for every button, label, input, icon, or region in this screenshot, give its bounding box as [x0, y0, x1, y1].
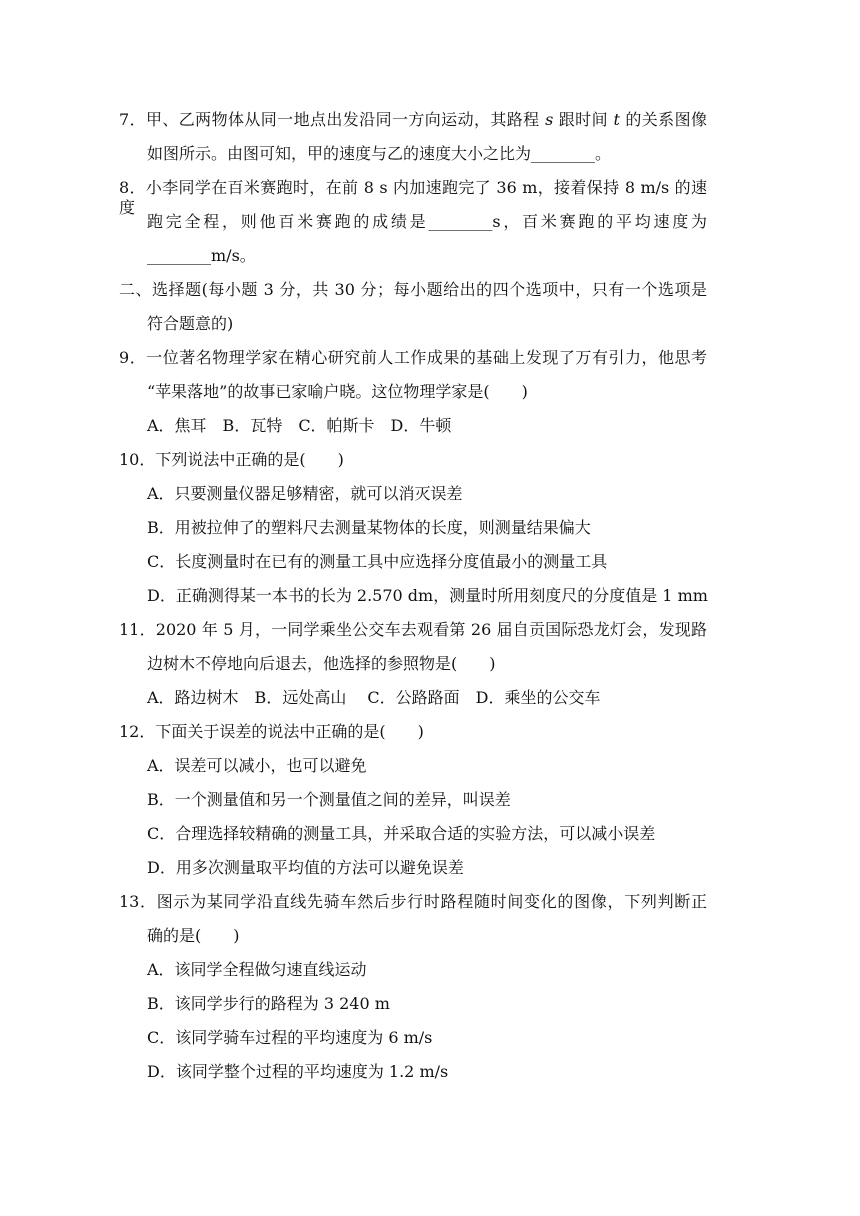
q10-option-c: C．长度测量时在已有的测量工具中应选择分度值最小的测量工具 — [147, 552, 608, 571]
q8-line-1: 8．小李同学在百米赛跑时，在前 8 s 内加速跑完了 36 m，接着保持 8 m/s 的速度 — [119, 178, 707, 217]
q8-line-3: ________m/s。 — [147, 246, 256, 265]
q12-option-d: D．用多次测量取平均值的方法可以避免误差 — [147, 858, 464, 877]
q12-option-c: C．合理选择较精确的测量工具，并采取合适的实验方法，可以减小误差 — [147, 824, 656, 843]
q13-line-1: 13．图示为某同学沿直线先骑车然后步行时路程随时间变化的图像，下列判断正 — [119, 892, 707, 911]
section-2-heading: 二、选择题(每小题 3 分，共 30 分；每小题给出的四个选项中，只有一个选项是 — [119, 280, 707, 299]
q10-stem: 10．下列说法中正确的是( ) — [119, 450, 344, 469]
q13-option-b: B．该同学步行的路程为 3 240 m — [147, 994, 390, 1013]
q8-line-2: 跑完全程，则他百米赛跑的成绩是________s，百米赛跑的平均速度为 — [147, 212, 707, 231]
q12-stem: 12．下面关于误差的说法中正确的是( ) — [119, 722, 424, 741]
q13-option-d: D．该同学整个过程的平均速度为 1.2 m/s — [147, 1062, 449, 1081]
q11-line-2: 边树木不停地向后退去，他选择的参照物是( ) — [147, 654, 496, 673]
q10-option-b: B．用被拉伸了的塑料尺去测量某物体的长度，则测量结果偏大 — [147, 518, 591, 537]
section-2-heading-cont: 符合题意的) — [147, 314, 234, 333]
q10-option-d: D．正确测得某一本书的长为 2.570 dm，测量时所用刻度尺的分度值是 1 mm — [147, 586, 708, 605]
q12-option-b: B．一个测量值和另一个测量值之间的差异，叫误差 — [147, 790, 511, 809]
q7-line-1: 7．甲、乙两物体从同一地点出发沿同一方向运动，其路程 s 跟时间 t 的关系图像 — [119, 110, 707, 129]
q9-line-1: 9．一位著名物理学家在精心研究前人工作成果的基础上发现了万有引力，他思考 — [119, 348, 707, 367]
q9-options: A．焦耳 B．瓦特 C．帕斯卡 D．牛顿 — [147, 416, 452, 435]
q13-line-2: 确的是( ) — [147, 926, 240, 945]
q9-line-2: “苹果落地”的故事已家喻户晓。这位物理学家是( ) — [147, 382, 528, 401]
q11-options: A．路边树木 B．远处高山 C．公路路面 D．乘坐的公交车 — [147, 688, 601, 707]
q13-option-a: A．该同学全程做匀速直线运动 — [147, 960, 367, 979]
q7-line-2: 如图所示。由图可知，甲的速度与乙的速度大小之比为________。 — [147, 144, 612, 163]
q13-option-c: C．该同学骑车过程的平均速度为 6 m/s — [147, 1028, 433, 1047]
q10-option-a: A．只要测量仪器足够精密，就可以消灭误差 — [147, 484, 463, 503]
q12-option-a: A．误差可以减小，也可以避免 — [147, 756, 367, 775]
q11-line-1: 11．2020 年 5 月，一同学乘坐公交车去观看第 26 届自贡国际恐龙灯会，发现路 — [119, 620, 707, 639]
